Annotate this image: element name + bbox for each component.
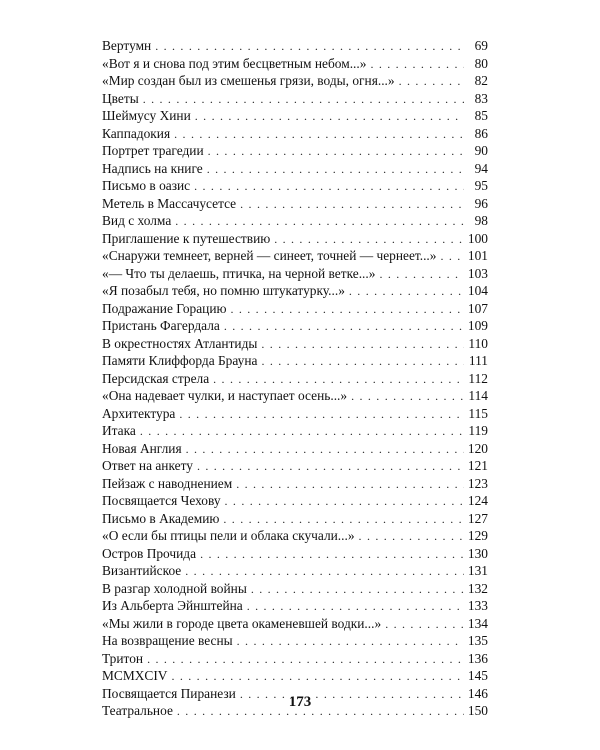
dot-leader: [349, 283, 464, 301]
dot-leader: [261, 353, 464, 371]
dot-leader: [351, 388, 464, 406]
toc-entry-title: Посвящается Чехову: [102, 493, 221, 508]
toc-entry-page: 132: [467, 580, 488, 596]
dot-leader: [440, 248, 463, 266]
toc-entry-page: 85: [474, 108, 488, 123]
toc-entry-page: 112: [468, 370, 488, 386]
toc-entry: [102, 492, 488, 510]
toc-entry-title: Метель в Массачусетсе: [102, 195, 237, 211]
toc-entry: [102, 282, 488, 300]
toc-entry: [102, 650, 488, 668]
toc-entry: [102, 352, 488, 370]
toc-entry-page: 104: [467, 283, 488, 298]
toc-entry-page: 115: [468, 405, 488, 421]
toc-entry: [102, 125, 488, 143]
toc-entry-page: 69: [474, 38, 488, 53]
toc-entry-page: 101: [467, 248, 488, 263]
dot-leader: [194, 178, 464, 196]
toc-entry-title: MCMXCIV: [102, 668, 168, 683]
toc-entry-title: Подражание Горацию: [102, 300, 227, 316]
toc-entry: [102, 177, 488, 195]
toc-entry-page: 121: [467, 458, 488, 473]
toc-entry-page: 131: [467, 563, 488, 578]
toc-entry: [102, 597, 488, 615]
toc-entry: [102, 160, 488, 178]
toc-entry-page: 146: [467, 685, 488, 701]
toc-entry-title: Из Альберта Эйнштейна: [102, 598, 243, 613]
toc-entry-page: 135: [467, 633, 488, 648]
dot-leader: [155, 38, 464, 56]
toc-entry-title: Византийское: [102, 563, 182, 578]
dot-leader: [186, 441, 464, 459]
toc-entry-page: 133: [467, 598, 488, 613]
toc-entry: [102, 457, 488, 475]
toc-entry-title: В разгар холодной войны: [102, 580, 247, 596]
toc-entry-page: 145: [467, 668, 488, 683]
toc-entry-title: Приглашение к путешествию: [102, 230, 271, 246]
page-number: 173: [288, 694, 312, 710]
toc-entry: [102, 370, 488, 388]
toc-entry: [102, 667, 488, 685]
dot-leader: [179, 406, 464, 424]
toc-entry-title: Новая Англия: [102, 440, 182, 456]
toc-entry-page: 96: [474, 195, 488, 211]
toc-entry-page: 100: [467, 230, 488, 246]
dot-leader: [223, 511, 464, 529]
dot-leader: [251, 581, 464, 599]
dot-leader: [195, 108, 464, 126]
dot-leader: [261, 336, 464, 354]
dot-leader: [213, 371, 464, 389]
dot-leader: [140, 423, 464, 441]
dot-leader: [224, 318, 464, 336]
toc-entry-title: Вертумн: [102, 38, 152, 53]
toc-entry-page: 123: [467, 475, 488, 491]
toc-entry: [102, 72, 488, 90]
toc-entry-title: Посвящается Пиранези: [102, 685, 236, 701]
dot-leader: [174, 126, 464, 144]
toc-entry: [102, 195, 488, 213]
toc-entry-title: «Она надевает чулки, и наступает осень...»: [102, 388, 348, 403]
toc-entry-title: Тритон: [102, 650, 144, 666]
toc-entry: [102, 317, 488, 335]
toc-entry-page: 107: [467, 300, 488, 316]
toc-entry-title: Письмо в оазис: [102, 178, 191, 193]
toc-entry: [102, 265, 488, 283]
toc-entry-page: 103: [467, 265, 488, 281]
toc-entry-title: Пристань Фагердала: [102, 318, 220, 333]
toc-entry: [102, 300, 488, 318]
toc-entry-title: Цветы: [102, 90, 139, 106]
toc-entry-title: «— Что ты делаешь, птичка, на черной ветке...»: [102, 265, 376, 281]
toc-entry-title: Пейзаж с наводнением: [102, 475, 233, 491]
dot-leader: [185, 563, 464, 581]
toc-entry-page: 98: [474, 213, 488, 228]
toc-entry-page: 134: [467, 615, 488, 631]
toc-entry: [102, 90, 488, 108]
dot-leader: [237, 633, 464, 651]
toc-entry-page: 94: [474, 160, 488, 176]
dot-leader: [175, 213, 464, 231]
toc-entry-page: 83: [474, 90, 488, 106]
toc-entry-title: «Мир создан был из смешенья грязи, воды, огня...»: [102, 73, 395, 88]
toc-entry-title: Итака: [102, 423, 136, 438]
toc-entry: [102, 247, 488, 265]
dot-leader: [359, 528, 464, 546]
toc-entry: [102, 107, 488, 125]
toc-entry: [102, 335, 488, 353]
toc-entry-title: Надпись на книге: [102, 160, 203, 176]
toc-entry: [102, 212, 488, 230]
dot-leader: [208, 143, 464, 161]
toc-entry-page: 86: [474, 125, 488, 141]
toc-entry-page: 114: [468, 388, 488, 403]
table-of-contents: [102, 37, 488, 720]
toc-entry: [102, 37, 488, 55]
toc-entry-page: 120: [467, 440, 488, 456]
toc-entry-page: 124: [467, 493, 488, 508]
toc-entry-title: На возвращение весны: [102, 633, 233, 648]
toc-entry-title: «О если бы птицы пели и облака скучали...»: [102, 528, 355, 543]
dot-leader: [147, 651, 464, 669]
dot-leader: [197, 458, 464, 476]
toc-entry-title: «Вот я и снова под этим бесцветным небом...»: [102, 55, 367, 71]
toc-entry: [102, 142, 488, 160]
toc-entry-page: 111: [468, 353, 488, 368]
toc-entry: [102, 615, 488, 633]
toc-entry-title: Персидская стрела: [102, 370, 210, 386]
toc-entry-page: 82: [474, 73, 488, 88]
toc-entry: [102, 632, 488, 650]
toc-entry: [102, 405, 488, 423]
dot-leader: [240, 196, 464, 214]
toc-entry-title: Вид с холма: [102, 213, 172, 228]
toc-entry: [102, 545, 488, 563]
toc-entry: [102, 230, 488, 248]
toc-entry-page: 110: [468, 335, 488, 351]
toc-entry-title: Каппадокия: [102, 125, 171, 141]
toc-entry-page: 129: [467, 528, 488, 543]
toc-entry-page: 150: [467, 703, 488, 718]
toc-entry-title: Театральное: [102, 703, 173, 718]
toc-entry: [102, 510, 488, 528]
toc-entry: [102, 580, 488, 598]
toc-entry-page: 136: [467, 650, 488, 666]
dot-leader: [274, 231, 464, 249]
toc-entry-title: «Снаружи темнеет, верней — синеет, точней — чернеет...»: [102, 248, 437, 263]
toc-entry: [102, 475, 488, 493]
dot-leader: [370, 56, 464, 74]
dot-leader: [225, 493, 464, 511]
toc-entry-page: 119: [468, 423, 488, 438]
toc-entry: [102, 562, 488, 580]
toc-entry-title: Остров Прочида: [102, 545, 197, 561]
toc-entry-title: Архитектура: [102, 405, 176, 421]
toc-entry: [102, 387, 488, 405]
toc-entry-page: 130: [467, 545, 488, 561]
dot-leader: [236, 476, 464, 494]
dot-leader: [171, 668, 463, 686]
toc-entry-page: 90: [474, 143, 488, 158]
toc-entry-title: Ответ на анкету: [102, 458, 193, 473]
toc-entry: [102, 422, 488, 440]
toc-entry-title: «Я позабыл тебя, но помню штукатурку...»: [102, 283, 345, 298]
dot-leader: [230, 301, 463, 319]
dot-leader: [379, 266, 463, 284]
toc-entry-page: 80: [474, 55, 488, 71]
toc-entry-page: 127: [467, 510, 488, 526]
toc-entry-page: 109: [467, 318, 488, 333]
toc-entry-title: Памяти Клиффорда Брауна: [102, 353, 258, 368]
toc-entry-title: Шеймусу Хини: [102, 108, 191, 123]
toc-entry-title: Письмо в Академию: [102, 510, 220, 526]
toc-entry: [102, 55, 488, 73]
dot-leader: [385, 616, 464, 634]
toc-entry: [102, 527, 488, 545]
dot-leader: [247, 598, 464, 616]
toc-entry-title: Портрет трагедии: [102, 143, 204, 158]
dot-leader: [399, 73, 464, 91]
dot-leader: [143, 91, 464, 109]
toc-entry-page: 95: [474, 178, 488, 193]
dot-leader: [200, 546, 464, 564]
toc-entry: [102, 440, 488, 458]
toc-entry-title: В окрестностях Атлантиды: [102, 335, 258, 351]
dot-leader: [207, 161, 464, 179]
toc-entry-title: «Мы жили в городе цвета окаменевшей водки...»: [102, 615, 382, 631]
